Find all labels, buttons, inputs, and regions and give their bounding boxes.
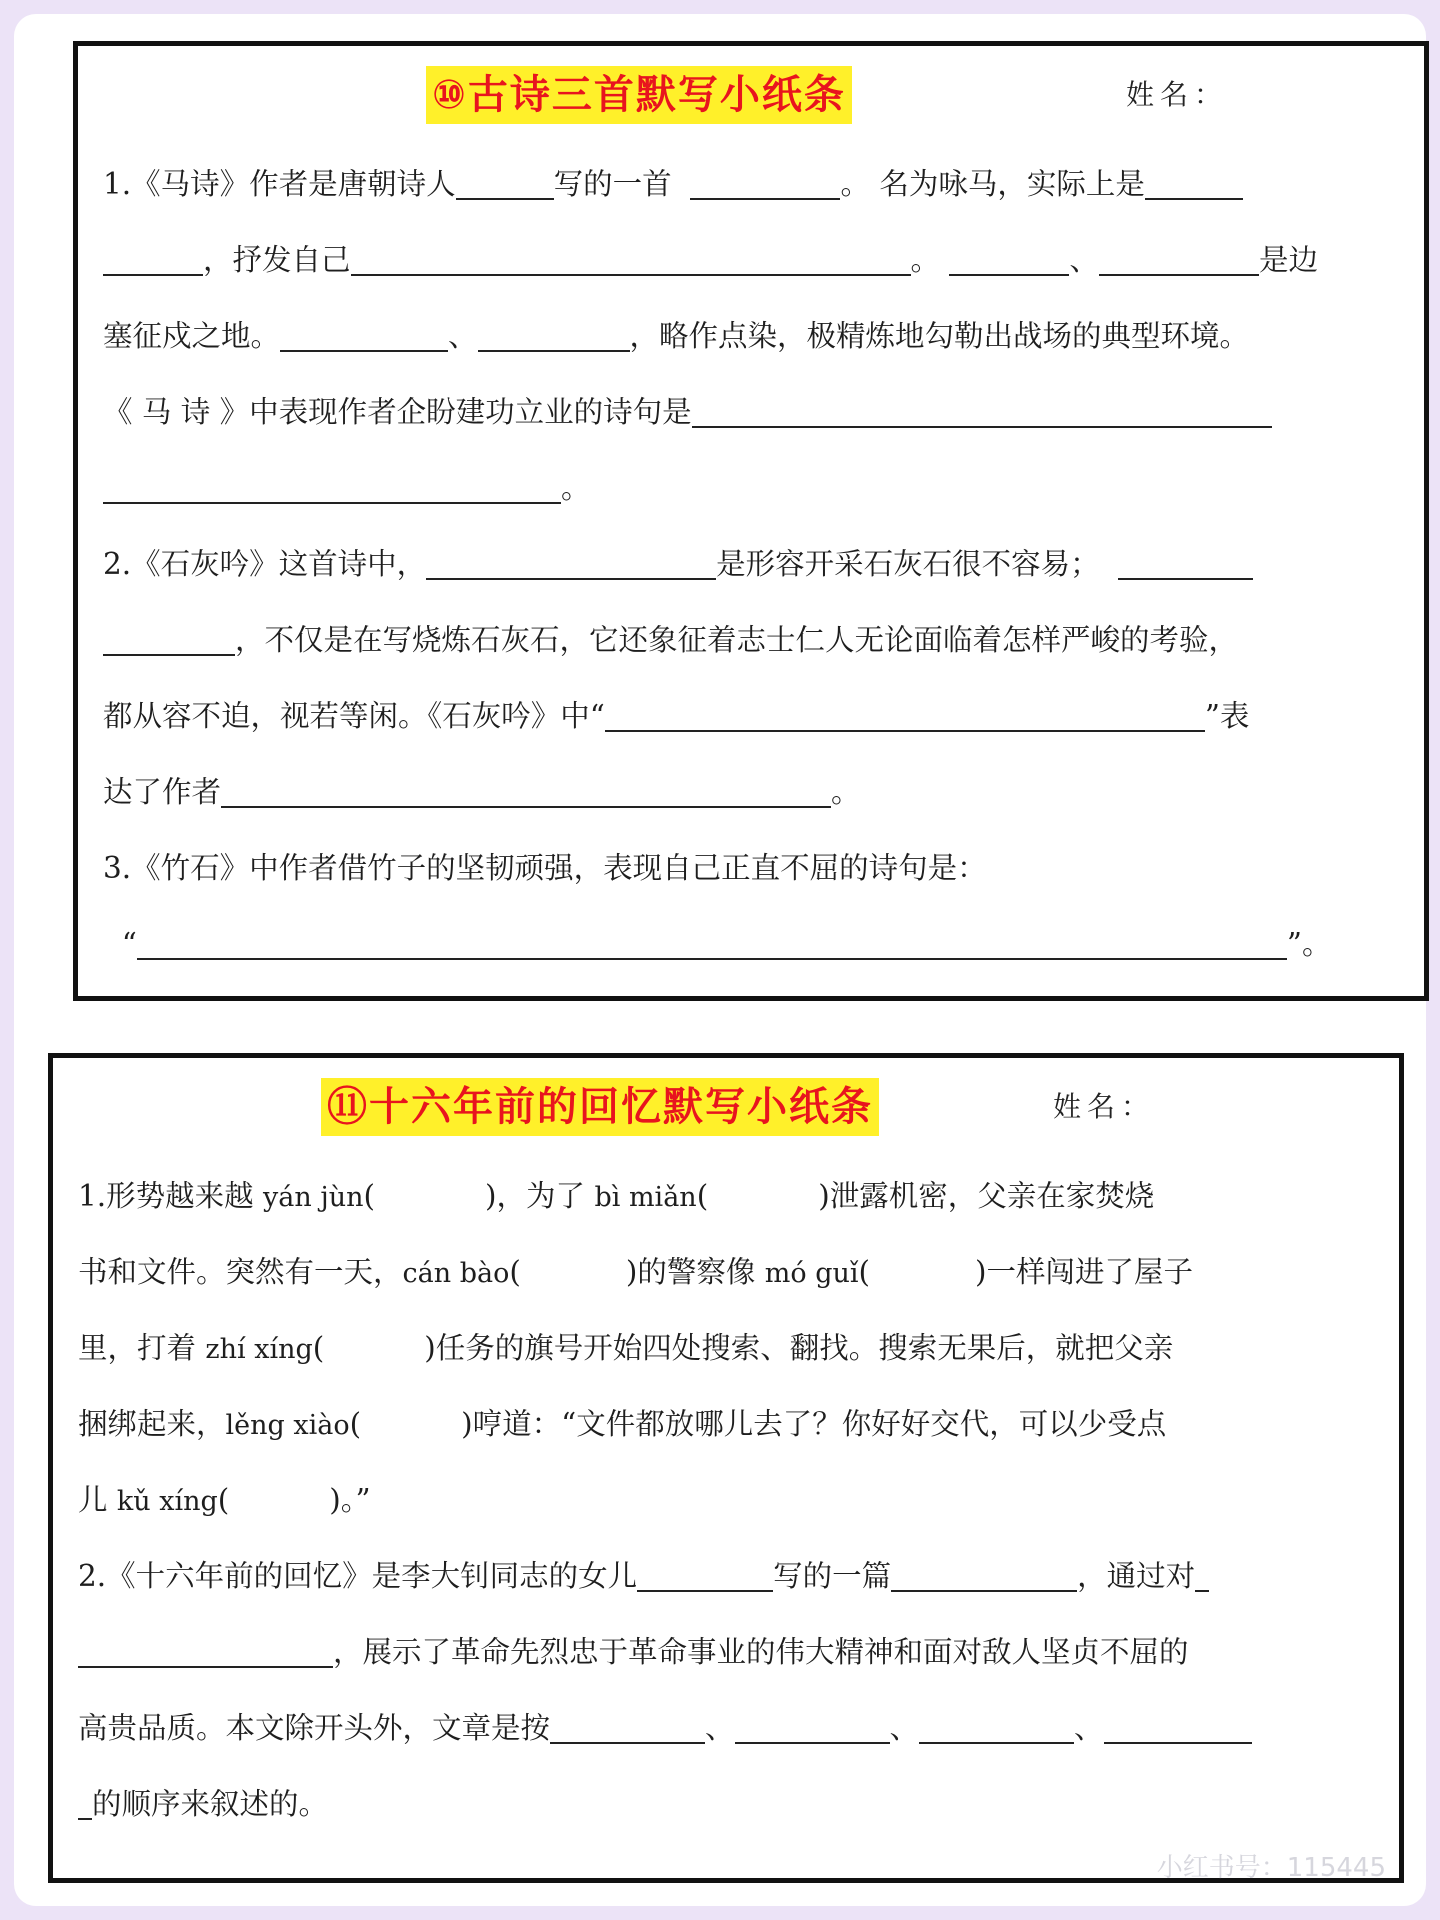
question-line	[103, 222, 1399, 298]
answer-blank[interactable]	[103, 624, 235, 656]
question-line	[103, 450, 1399, 526]
slip-title: ⑪十六年前的回忆默写小纸条	[321, 1078, 879, 1136]
answer-blank[interactable]	[221, 776, 831, 808]
slip-title: ⑩古诗三首默写小纸条	[426, 66, 852, 124]
answer-blank[interactable]	[605, 700, 1205, 732]
question-text: 塞征戍之地。	[103, 319, 281, 353]
question-text: 、	[448, 319, 478, 353]
question-text: )的警察像	[625, 1255, 756, 1289]
question-text: 2.《石灰吟》这首诗中，	[103, 547, 427, 581]
question-text: 捆绑起来，	[78, 1407, 226, 1441]
question-text: 达了作者	[103, 775, 222, 809]
question-text: 3.《竹石》中作者借竹子的坚韧顽强，表现自己正直不屈的诗句是：	[103, 851, 987, 885]
question-text: 、	[1074, 1711, 1104, 1745]
watermark: 小红书号：115445	[1156, 1853, 1386, 1883]
memory-dictation-slip	[48, 1053, 1404, 1883]
answer-blank[interactable]	[103, 472, 561, 504]
question-line	[103, 678, 1399, 754]
answer-blank[interactable]	[1104, 1712, 1252, 1744]
question-line	[103, 602, 1399, 678]
question-text: 的顺序来叙述的。	[92, 1787, 329, 1821]
question-text: ”。	[1286, 927, 1332, 961]
question-text: ，通过对	[1077, 1559, 1196, 1593]
question-text: )泄露机密，父亲在家焚烧	[818, 1179, 1155, 1213]
answer-blank[interactable]	[1145, 168, 1243, 200]
answer-blank[interactable]	[137, 928, 1287, 960]
slip-body	[103, 146, 1399, 982]
question-line	[78, 1614, 1374, 1690]
question-text: (	[363, 1179, 376, 1213]
question-line	[103, 830, 1399, 906]
question-line	[78, 1158, 1374, 1234]
question-text: (	[696, 1179, 709, 1213]
question-text: 写的一首	[553, 167, 672, 201]
question-line	[78, 1310, 1374, 1386]
question-text: 。	[561, 471, 591, 505]
answer-blank[interactable]	[78, 1636, 333, 1668]
question-text: ，展示了革命先烈忠于革命事业的伟大精神和面对敌人坚贞不屈的	[333, 1635, 1189, 1669]
pinyin: cán bào	[402, 1258, 510, 1289]
question-text: (	[349, 1407, 362, 1441]
answer-blank[interactable]	[103, 244, 203, 276]
question-line	[78, 1690, 1374, 1766]
question-text: 是边	[1258, 243, 1318, 277]
answer-blank[interactable]	[456, 168, 554, 200]
question-text: ，略作点染，极精炼地勾勒出战场的典型环境。	[629, 319, 1250, 353]
question-line	[78, 1234, 1374, 1310]
question-text: 、	[889, 1711, 920, 1745]
answer-blank[interactable]	[735, 1712, 890, 1744]
question-text: ，抒发自己	[203, 243, 351, 277]
answer-blank[interactable]	[426, 548, 716, 580]
question-text: )，为了	[485, 1179, 586, 1213]
question-text: 《 马 诗 》中表现作者企盼建功立业的诗句是	[103, 395, 692, 429]
answer-blank[interactable]	[78, 1788, 92, 1820]
question-text: 书和文件。突然有一天，	[78, 1255, 403, 1289]
name-label: 姓名：	[1053, 1090, 1156, 1123]
question-text: )哼道：“文件都放哪儿去了？你好好交代，可以少受点	[461, 1407, 1167, 1441]
answer-blank[interactable]	[1118, 548, 1253, 580]
question-text: 2.《十六年前的回忆》是李大钊同志的女儿	[78, 1559, 638, 1593]
question-text: 里，打着	[78, 1331, 197, 1365]
pinyin: bì miǎn	[594, 1182, 697, 1213]
question-text: 、	[1069, 243, 1099, 277]
question-text: )一样闯进了屋子	[975, 1255, 1194, 1289]
pinyin: kǔ xíng	[116, 1486, 218, 1517]
pinyin: mó guǐ	[764, 1258, 859, 1289]
question-text: 1.形势越来越	[78, 1179, 254, 1213]
question-text: )任务的旗号开始四处搜索、翻找。搜索无果后，就把父亲	[424, 1331, 1174, 1365]
answer-blank[interactable]	[692, 396, 1272, 428]
answer-blank[interactable]	[1099, 244, 1259, 276]
answer-blank[interactable]	[949, 244, 1069, 276]
question-text: (	[858, 1255, 871, 1289]
question-text: (	[509, 1255, 521, 1289]
answer-blank[interactable]	[690, 168, 840, 200]
question-text: 。 名为咏马，实际上是	[840, 167, 1145, 201]
answer-blank[interactable]	[280, 320, 448, 352]
question-line	[103, 146, 1399, 222]
question-text: 。	[910, 243, 941, 277]
question-line	[78, 1386, 1374, 1462]
pinyin: yán jùn	[263, 1182, 364, 1213]
question-line	[103, 298, 1399, 374]
question-text: 都从容不迫，视若等闲。《石灰吟》中“	[103, 699, 605, 733]
question-text: 高贵品质。本文除开头外，文章是按	[78, 1711, 551, 1745]
question-line	[78, 1766, 1374, 1842]
slip-header	[53, 1078, 1399, 1138]
answer-blank[interactable]	[1195, 1560, 1209, 1592]
question-text: )。”	[329, 1483, 371, 1517]
question-line	[78, 1462, 1374, 1538]
question-text: 儿	[78, 1483, 108, 1517]
name-label: 姓名：	[1126, 78, 1229, 111]
answer-blank[interactable]	[637, 1560, 773, 1592]
question-text: ”表	[1204, 699, 1250, 733]
question-text: 、	[705, 1711, 735, 1745]
question-line	[78, 1538, 1374, 1614]
slip-body	[78, 1158, 1374, 1842]
question-text: (	[312, 1331, 325, 1365]
paper-page	[14, 14, 1426, 1906]
answer-blank[interactable]	[891, 1560, 1077, 1592]
pinyin: lěng xiào	[225, 1410, 350, 1441]
answer-blank[interactable]	[919, 1712, 1074, 1744]
question-text: 写的一篇	[773, 1559, 892, 1593]
question-text: ，不仅是在写烧炼石灰石，它还象征着志士仁人无论面临着怎样严峻的考验，	[235, 623, 1239, 657]
question-line	[103, 374, 1399, 450]
question-text: 是形容开采石灰石很不容易；	[716, 547, 1100, 581]
question-text: 。	[831, 775, 861, 809]
answer-blank[interactable]	[478, 320, 630, 352]
answer-blank[interactable]	[351, 244, 911, 276]
question-text: 1.《马诗》作者是唐朝诗人	[103, 167, 456, 201]
slip-header	[78, 66, 1424, 126]
question-line	[103, 754, 1399, 830]
question-text: “	[121, 927, 137, 961]
pinyin: zhí xíng	[205, 1334, 313, 1365]
question-line	[103, 906, 1399, 982]
poem-dictation-slip	[73, 41, 1429, 1001]
answer-blank[interactable]	[550, 1712, 705, 1744]
question-line	[103, 526, 1399, 602]
question-text: (	[217, 1483, 230, 1517]
